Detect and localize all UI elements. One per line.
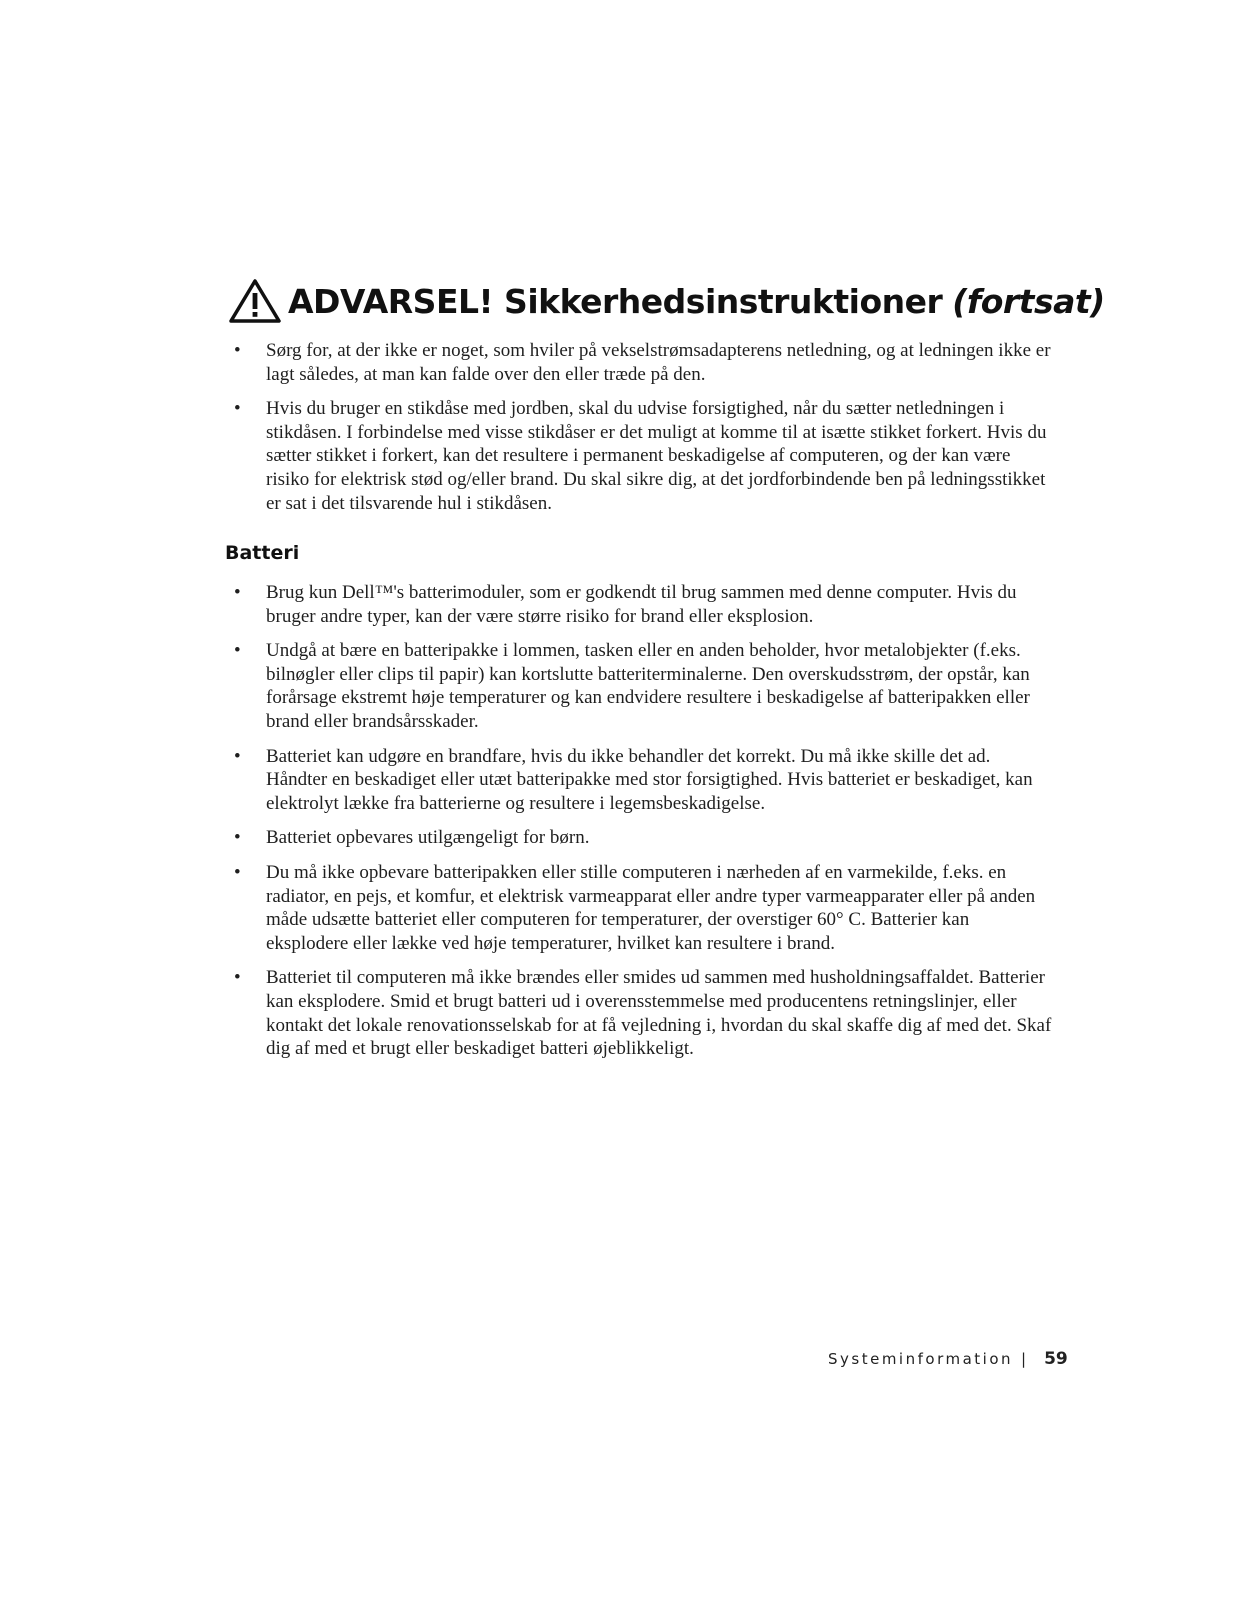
safety-list [232,339,1052,526]
list-item-text: Batteriet til computeren må ikke brændes eller smides ud sammen med husholdningsaffaldet. Batterier kan eksplodere. Smid et brugt batteri ud i overensstemmelse med producentens retningslinjer, eller kontakt det lokale renovationsselskab for at få vejledning i, hvordan du skal skaffe dig af med det. Skaf dig af med et brugt eller beskadiget batteri øjeblikkeligt. [266,967,1052,1060]
list-item-text: Batteriet opbevares utilgængeligt for børn. [266,827,590,849]
section-title-batteri: Batteri [225,542,300,564]
bullet-glyph: • [234,398,241,420]
bullet-glyph: • [234,827,241,849]
bullet-glyph: • [234,861,241,883]
list-item [232,861,1052,955]
bullet-glyph: • [234,582,241,603]
heading-suffix: (fortsat) [952,281,1105,321]
list-item [232,826,1052,850]
footer-separator: | [1021,1350,1027,1368]
list-item [232,745,1052,816]
list-item [232,397,1052,515]
bullet-glyph: • [234,340,241,361]
bullet-glyph: • [234,967,241,989]
list-item [232,966,1052,1060]
battery-list [232,581,1052,1072]
list-item-text: Hvis du bruger en stikdåse med jordben, skal du udvise forsigtighed, når du sætter netledningen i stikdåsen. I forbindelse med visse stikdåser er det muligt at komme til at isætte stikket forkert. Hvis du sætter stikket i forkert, kan det resultere i permanent beskadigelse af computeren, og der kan være risiko for elektrisk stød og/eller brand. Du skal sikre dig, at det jordforbindende ben på ledningsstikket er sat i det tilsvarende hul i stikdåsen. [266,398,1047,514]
list-item [232,581,1052,628]
list-item-text: Undgå at bære en batteripakke i lommen, tasken eller en anden beholder, hvor metalobjekter (f.eks. bilnøgler eller clips til papir) kan kortslutte batteriterminalerne. Den overskudsstrøm, der opstår, kan forårsage ekstremt høje temperaturer og kan endvidere resultere i beskadigelse af batteripakken eller brand eller brandsårsskader. [266,640,1030,732]
heading-title: ADVARSEL! Sikkerhedsinstruktioner [288,281,943,321]
list-item-text: Sørg for, at der ikke er noget, som hviler på vekselstrømsadapterens netledning, og at ledningen ikke er lagt således, at man kan falde over den eller træde på den. [266,340,1051,385]
bullet-glyph: • [234,745,241,767]
list-item-text: Batteriet kan udgøre en brandfare, hvis du ikke behandler det korrekt. Du må ikke skille det ad. Håndter en beskadiget eller utæt batteripakke med stor forsigtighed. Hvis batteriet er beskadiget, kan elektrolyt lække fra batterierne og resultere i legemsbeskadigelse. [266,745,1033,814]
page-number: 59 [1044,1349,1068,1369]
page-footer [828,1349,1068,1369]
list-item-text: Du må ikke opbevare batteripakken eller stille computeren i nærheden af en varmekilde, f.eks. en radiator, en pejs, et komfur, et elektrisk varmeapparat eller andre typer varmeapparater eller på anden måde udsætte batteriet eller computeren for temperaturer, der overstiger 60° C. Batterier kan eksplodere eller lække ved høje temperaturer, hvilket kan resultere i brand. [266,861,1036,954]
page-heading [228,278,1105,324]
list-item-text: Brug kun Dell™'s batterimoduler, som er godkendt til brug sammen med denne computer. Hvis du bruger andre typer, kan der være større risiko for brand eller eksplosion. [266,582,1017,627]
list-item [232,639,1052,733]
bullet-glyph: • [234,640,241,662]
list-item [232,339,1052,386]
footer-section-name: Systeminformation [828,1350,1014,1368]
warning-triangle-icon [228,278,282,324]
